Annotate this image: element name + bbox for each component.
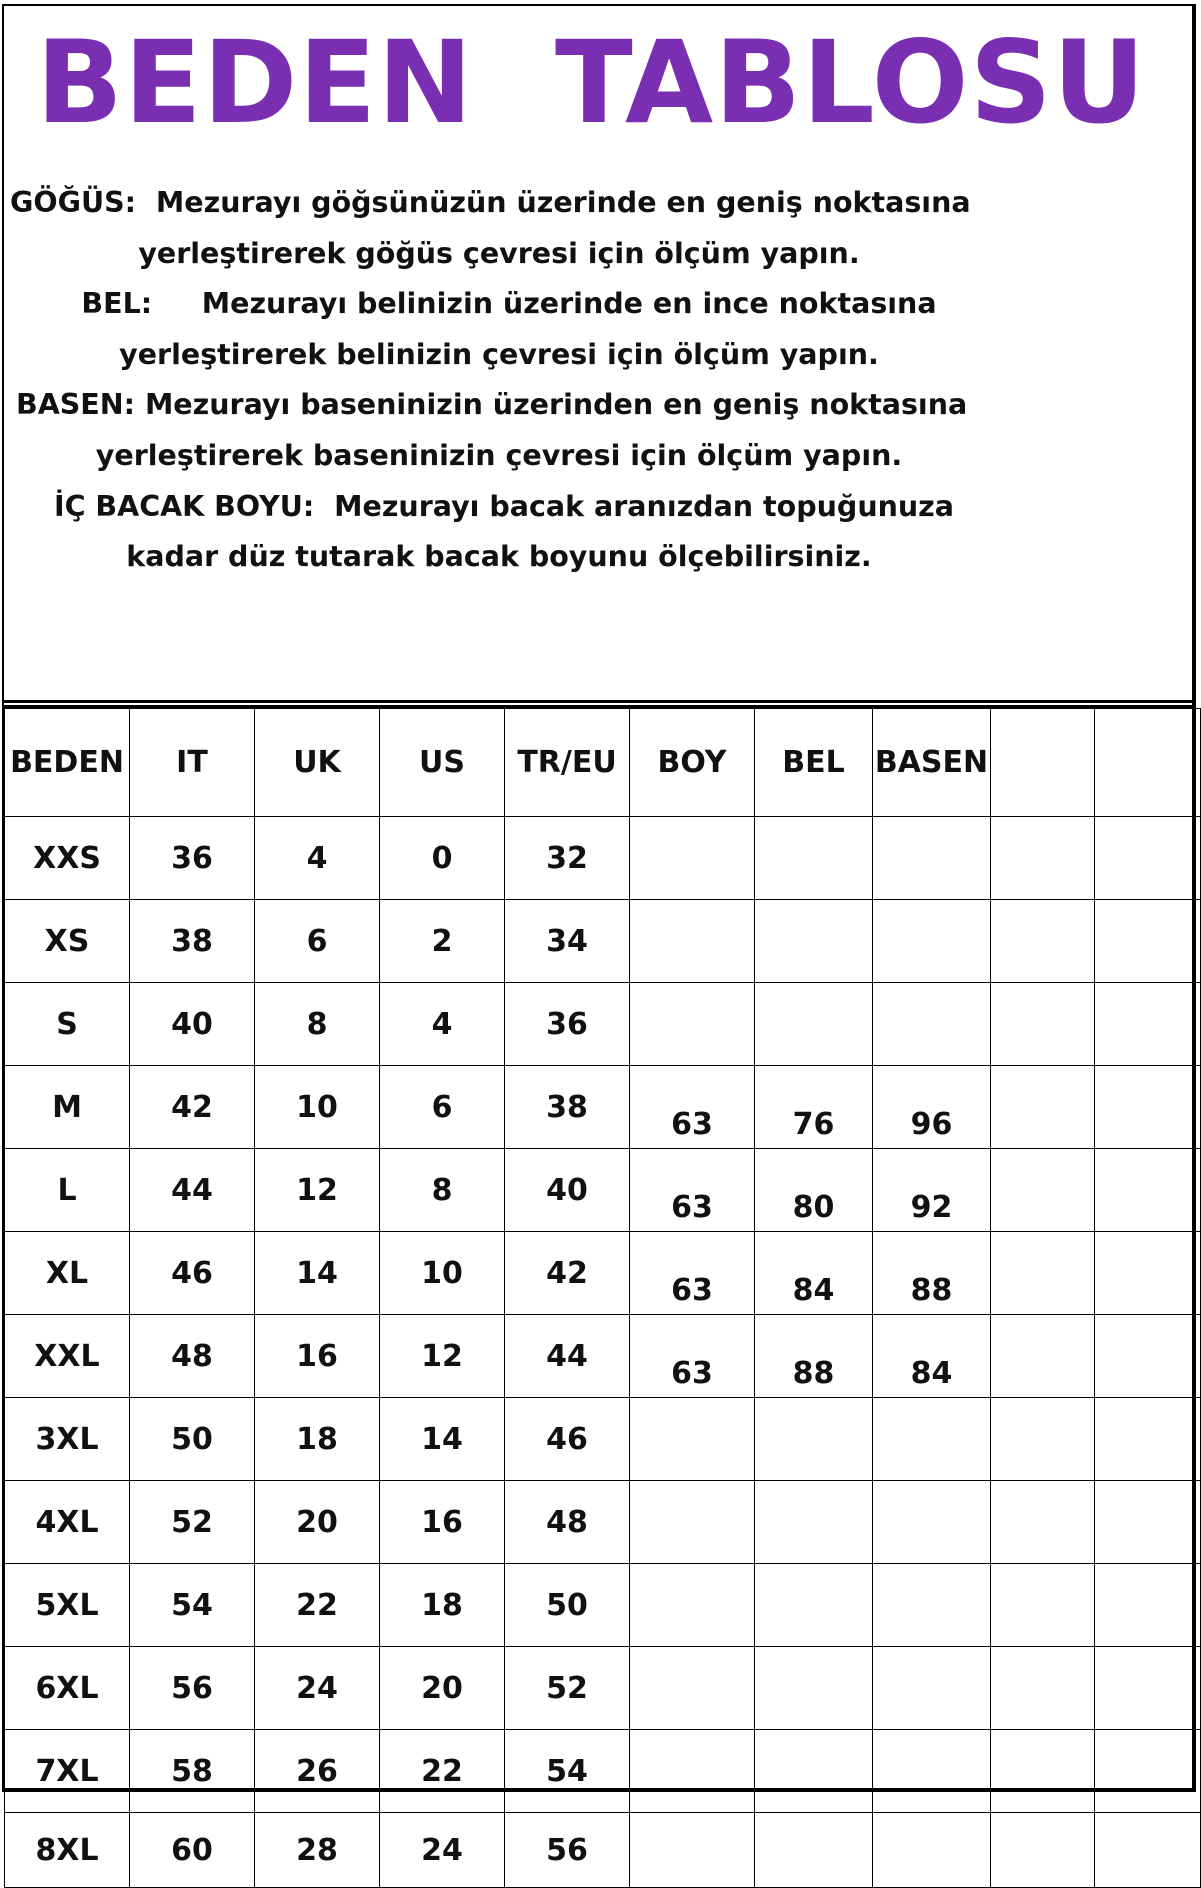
instruction-line: BEL: Mezurayı belinizin üzerinde en ince noktasına bbox=[81, 287, 937, 321]
table-header-row bbox=[5, 709, 1201, 817]
table-row bbox=[5, 1232, 1201, 1315]
column-header: UK bbox=[255, 709, 380, 817]
table-row bbox=[5, 900, 1201, 983]
table-cell: 44 bbox=[505, 1315, 630, 1398]
table-cell: 48 bbox=[505, 1481, 630, 1564]
table-cell: 2 bbox=[380, 900, 505, 983]
table-cell: 6 bbox=[255, 900, 380, 983]
table-cell: 46 bbox=[130, 1232, 255, 1315]
table-cell bbox=[991, 1398, 1095, 1481]
table-cell: 12 bbox=[255, 1149, 380, 1232]
table-cell bbox=[755, 1813, 873, 1888]
table-cell bbox=[755, 1481, 873, 1564]
table-cell bbox=[991, 1564, 1095, 1647]
table-cell bbox=[630, 1647, 755, 1730]
table-row bbox=[5, 1398, 1201, 1481]
table-cell: 10 bbox=[255, 1066, 380, 1149]
table-row bbox=[5, 1066, 1201, 1149]
table-cell bbox=[1095, 1730, 1201, 1813]
table-cell: 88 bbox=[873, 1232, 991, 1315]
table-cell bbox=[1095, 1398, 1201, 1481]
table-cell bbox=[991, 1813, 1095, 1888]
table-row bbox=[5, 1564, 1201, 1647]
table-cell bbox=[991, 1315, 1095, 1398]
table-cell bbox=[1095, 1813, 1201, 1888]
table-cell: 40 bbox=[130, 983, 255, 1066]
table-cell bbox=[755, 817, 873, 900]
size-chart-sheet bbox=[2, 4, 1196, 1868]
table-cell bbox=[630, 817, 755, 900]
table-cell: 52 bbox=[130, 1481, 255, 1564]
table-cell: 84 bbox=[755, 1232, 873, 1315]
table-cell: 63 bbox=[630, 1315, 755, 1398]
table-cell bbox=[630, 1481, 755, 1564]
table-cell: 0 bbox=[380, 817, 505, 900]
table-cell: 63 bbox=[630, 1066, 755, 1149]
table-row bbox=[5, 1813, 1201, 1888]
table-cell: 63 bbox=[630, 1232, 755, 1315]
column-header: BEL bbox=[755, 709, 873, 817]
table-row bbox=[5, 1315, 1201, 1398]
table-cell: 24 bbox=[380, 1813, 505, 1888]
table-cell: 92 bbox=[873, 1149, 991, 1232]
table-cell: 10 bbox=[380, 1232, 505, 1315]
table-cell: 52 bbox=[505, 1647, 630, 1730]
table-cell: M bbox=[5, 1066, 130, 1149]
table-cell bbox=[1095, 983, 1201, 1066]
table-cell: S bbox=[5, 983, 130, 1066]
table-cell bbox=[1095, 1232, 1201, 1315]
table-cell: 18 bbox=[255, 1398, 380, 1481]
measurement-instructions bbox=[4, 178, 994, 583]
table-cell bbox=[873, 1564, 991, 1647]
table-cell: 38 bbox=[130, 900, 255, 983]
instruction-line: BASEN: Mezurayı baseninizin üzerinden en geniş noktasına bbox=[16, 388, 968, 422]
table-cell: 24 bbox=[255, 1647, 380, 1730]
table-cell bbox=[991, 900, 1095, 983]
table-cell: 28 bbox=[255, 1813, 380, 1888]
table-cell bbox=[1095, 1066, 1201, 1149]
table-cell: 54 bbox=[130, 1564, 255, 1647]
table-cell bbox=[1095, 1564, 1201, 1647]
column-header bbox=[1095, 709, 1201, 817]
table-cell: 38 bbox=[505, 1066, 630, 1149]
table-cell: 3XL bbox=[5, 1398, 130, 1481]
table-cell: 5XL bbox=[5, 1564, 130, 1647]
table-body bbox=[5, 817, 1201, 1888]
table-cell bbox=[630, 983, 755, 1066]
table-cell: 16 bbox=[255, 1315, 380, 1398]
table-cell: XS bbox=[5, 900, 130, 983]
table-cell bbox=[873, 1647, 991, 1730]
table-cell: 4 bbox=[380, 983, 505, 1066]
instruction-line: kadar düz tutarak bacak boyunu ölçebilirsiniz. bbox=[126, 540, 872, 574]
table-cell: 8XL bbox=[5, 1813, 130, 1888]
table-row bbox=[5, 1149, 1201, 1232]
instruction-line: yerleştirerek göğüs çevresi için ölçüm yapın. bbox=[138, 236, 860, 270]
table-cell bbox=[1095, 1481, 1201, 1564]
table-cell: 6 bbox=[380, 1066, 505, 1149]
table-cell bbox=[755, 1730, 873, 1813]
table-cell bbox=[873, 1813, 991, 1888]
table-cell: 36 bbox=[505, 983, 630, 1066]
size-table bbox=[4, 708, 1201, 1888]
table-cell: 34 bbox=[505, 900, 630, 983]
table-cell bbox=[1095, 1149, 1201, 1232]
table-cell: 14 bbox=[255, 1232, 380, 1315]
table-cell: 84 bbox=[873, 1315, 991, 1398]
column-header: BEDEN bbox=[5, 709, 130, 817]
table-cell: 76 bbox=[755, 1066, 873, 1149]
table-row bbox=[5, 1481, 1201, 1564]
table-cell bbox=[873, 1481, 991, 1564]
table-cell: 42 bbox=[505, 1232, 630, 1315]
table-cell: 8 bbox=[255, 983, 380, 1066]
table-cell: 56 bbox=[130, 1647, 255, 1730]
table-cell bbox=[873, 817, 991, 900]
table-cell: 16 bbox=[380, 1481, 505, 1564]
table-cell bbox=[873, 1398, 991, 1481]
table-cell bbox=[1095, 1647, 1201, 1730]
table-cell bbox=[1095, 900, 1201, 983]
table-cell: 50 bbox=[505, 1564, 630, 1647]
table-cell bbox=[991, 1066, 1095, 1149]
instruction-line: yerleştirerek baseninizin çevresi için ölçüm yapın. bbox=[95, 438, 903, 472]
table-cell: 22 bbox=[380, 1730, 505, 1813]
table-cell: 48 bbox=[130, 1315, 255, 1398]
table-cell: 44 bbox=[130, 1149, 255, 1232]
table-cell: XL bbox=[5, 1232, 130, 1315]
table-cell bbox=[991, 1149, 1095, 1232]
table-cell bbox=[991, 1232, 1095, 1315]
table-cell bbox=[630, 1398, 755, 1481]
instruction-line: İÇ BACAK BOYU: Mezurayı bacak aranızdan topuğunuza bbox=[53, 489, 955, 523]
table-cell: 6XL bbox=[5, 1647, 130, 1730]
column-header: IT bbox=[130, 709, 255, 817]
table-row bbox=[5, 983, 1201, 1066]
table-cell bbox=[630, 1813, 755, 1888]
table-cell: 88 bbox=[755, 1315, 873, 1398]
table-cell: 18 bbox=[380, 1564, 505, 1647]
table-cell bbox=[755, 1647, 873, 1730]
table-cell bbox=[630, 1564, 755, 1647]
table-cell: 22 bbox=[255, 1564, 380, 1647]
table-row bbox=[5, 1730, 1201, 1813]
table-cell bbox=[873, 1730, 991, 1813]
table-cell: 8 bbox=[380, 1149, 505, 1232]
table-cell: 14 bbox=[380, 1398, 505, 1481]
column-header: TR/EU bbox=[505, 709, 630, 817]
table-cell bbox=[755, 900, 873, 983]
table-cell bbox=[1095, 817, 1201, 900]
table-cell: 80 bbox=[755, 1149, 873, 1232]
table-cell: 50 bbox=[130, 1398, 255, 1481]
table-cell: 36 bbox=[130, 817, 255, 900]
table-cell: 4 bbox=[255, 817, 380, 900]
table-row bbox=[5, 1647, 1201, 1730]
table-cell bbox=[991, 1481, 1095, 1564]
table-cell: 20 bbox=[380, 1647, 505, 1730]
table-cell bbox=[630, 900, 755, 983]
instruction-line: yerleştirerek belinizin çevresi için ölçüm yapın. bbox=[119, 337, 879, 371]
column-header: BASEN bbox=[873, 709, 991, 817]
table-cell bbox=[991, 817, 1095, 900]
table-cell bbox=[991, 983, 1095, 1066]
table-cell: 58 bbox=[130, 1730, 255, 1813]
column-header bbox=[991, 709, 1095, 817]
table-cell bbox=[755, 1398, 873, 1481]
table-cell bbox=[1095, 1315, 1201, 1398]
table-cell: 42 bbox=[130, 1066, 255, 1149]
table-cell: 40 bbox=[505, 1149, 630, 1232]
table-cell: 20 bbox=[255, 1481, 380, 1564]
instruction-line: GÖĞÜS: Mezurayı göğsünüzün üzerinde en geniş noktasına bbox=[10, 186, 971, 219]
page-title: BEDEN TABLOSU bbox=[36, 16, 1147, 149]
table-cell: 96 bbox=[873, 1066, 991, 1149]
table-cell: XXS bbox=[5, 817, 130, 900]
table-cell: 12 bbox=[380, 1315, 505, 1398]
table-cell: 7XL bbox=[5, 1730, 130, 1813]
table-cell: 54 bbox=[505, 1730, 630, 1813]
table-cell: XXL bbox=[5, 1315, 130, 1398]
column-header: BOY bbox=[630, 709, 755, 817]
table-cell: 26 bbox=[255, 1730, 380, 1813]
table-cell: 4XL bbox=[5, 1481, 130, 1564]
table-cell: 63 bbox=[630, 1149, 755, 1232]
table-cell bbox=[630, 1730, 755, 1813]
column-header: US bbox=[380, 709, 505, 817]
table-cell: 60 bbox=[130, 1813, 255, 1888]
table-cell bbox=[755, 983, 873, 1066]
table-cell bbox=[873, 983, 991, 1066]
table-cell: 32 bbox=[505, 817, 630, 900]
table-cell: L bbox=[5, 1149, 130, 1232]
section-divider bbox=[4, 700, 1192, 708]
table-cell: 56 bbox=[505, 1813, 630, 1888]
table-cell bbox=[991, 1647, 1095, 1730]
table-cell: 46 bbox=[505, 1398, 630, 1481]
table-cell bbox=[991, 1730, 1095, 1813]
table-cell bbox=[873, 900, 991, 983]
table-cell bbox=[755, 1564, 873, 1647]
table-row bbox=[5, 817, 1201, 900]
